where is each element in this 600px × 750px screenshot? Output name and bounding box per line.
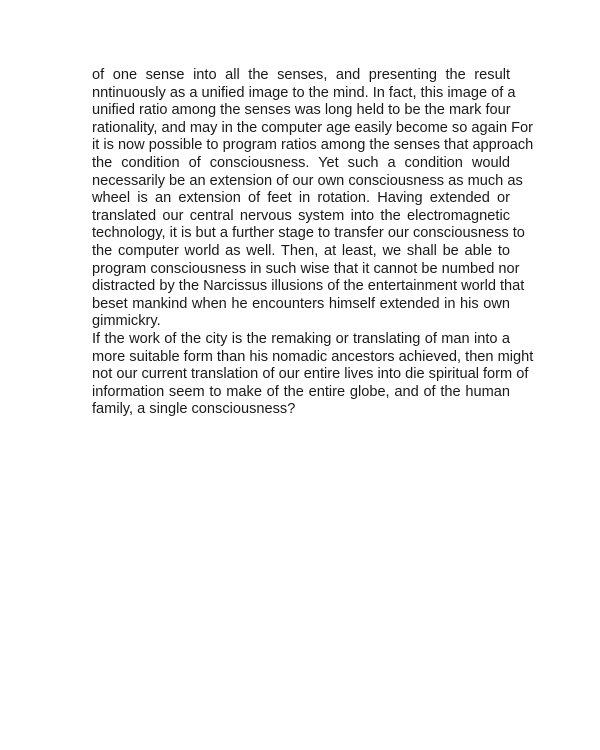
text-line: more suitable form than his nomadic ancestors achieved, then might xyxy=(92,348,534,365)
text-line: technology, it is but a further stage to transfer our consciousness to xyxy=(92,225,525,242)
text-line: the condition of consciousness. Yet such a condition would xyxy=(92,154,510,171)
document-page xyxy=(92,67,534,419)
text-line: program consciousness in such wise that it cannot be numbed nor xyxy=(92,260,520,277)
text-line: it is now possible to program ratios among the senses that approach xyxy=(92,137,534,154)
text-line: the computer world as well. Then, at least, we shall be able to xyxy=(92,242,510,259)
text-line: of one sense into all the senses, and presenting the result xyxy=(92,67,510,83)
text-line: gimmickry. xyxy=(92,313,161,330)
text-line: necessarily be an extension of our own consciousness as much as xyxy=(92,172,523,189)
text-line: nntinuously as a unified image to the mind. In fact, this image of a xyxy=(92,84,516,101)
text-line: not our current translation of our entire lives into die spiritual form of xyxy=(92,366,529,383)
text-line: rationality, and may in the computer age easily become so again For xyxy=(92,119,534,136)
text-line: wheel is an extension of feet in rotation. Having extended or xyxy=(92,190,510,207)
text-line: information seem to make of the entire globe, and of the human xyxy=(92,383,510,400)
text-line: unified ratio among the senses was long held to be the mark four xyxy=(92,102,511,119)
text-line: translated our central nervous system into the electromagnetic xyxy=(92,207,510,224)
text-line: beset mankind when he encounters himself extended in his own xyxy=(92,295,510,312)
text-line: If the work of the city is the remaking or translating of man into a xyxy=(92,330,510,347)
text-line: family, a single consciousness? xyxy=(92,401,296,418)
text-line: distracted by the Narcissus illusions of the entertainment world that xyxy=(92,278,525,295)
